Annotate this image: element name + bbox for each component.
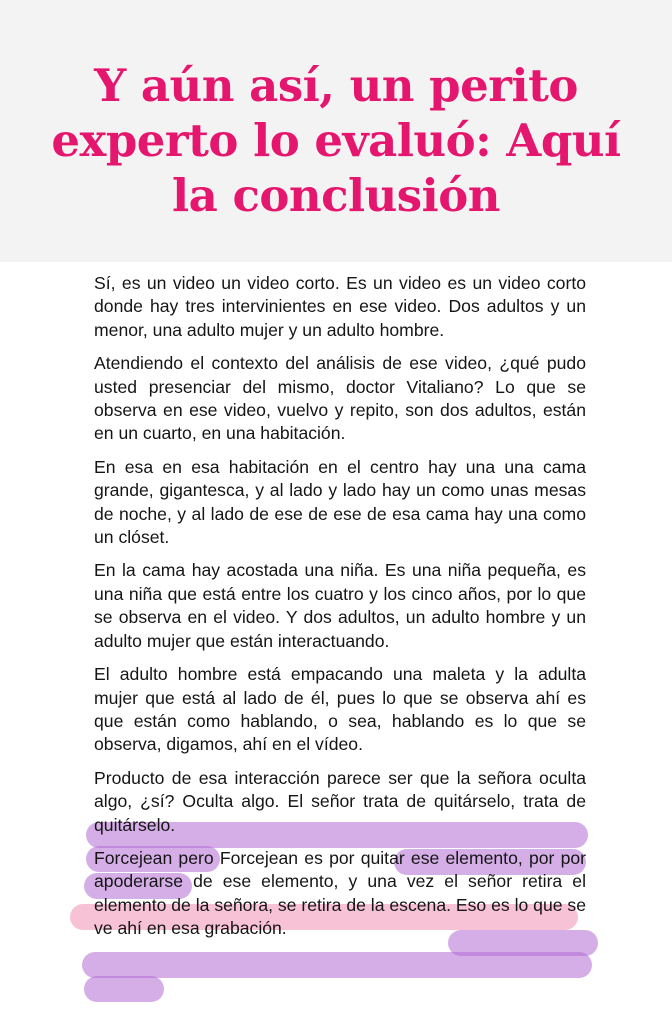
paragraph-text: El adulto hombre está empacando una maleta y la adulta mujer que está al lado de él, pues lo que se observa ahí es que están como hablando, o sea, hablando es lo que se observa, digamos, ahí en el vídeo.: [94, 664, 586, 755]
paragraph-text: En la cama hay acostada una niña. Es una niña pequeña, es una niña que está entre los cuatro y los cinco años, por lo que se observa en el video. Y dos adultos, un adulto hombre y un adulto mujer que están interactuando.: [94, 560, 586, 651]
page-title: Y aún así, un perito experto lo evaluó: Aquí la conclusión: [51, 59, 621, 222]
paragraph-text: Atendiendo el contexto del análisis de ese video, ¿qué pudo usted presenciar del mismo, doctor Vitaliano? Lo que se observa en ese video, vuelvo y repito, son dos adultos, están en un cuarto, en una habitación.: [94, 353, 586, 444]
paragraph-text: Forcejean pero Forcejean es por quitar ese elemento, por por apoderarse de ese elemento, y una vez el señor retira el elemento de la señora, se retira de la escena. Eso es lo que se ve ahí en esa grabación.: [94, 847, 586, 939]
paragraph: [94, 272, 586, 342]
paragraph: [94, 559, 586, 653]
highlight-stroke: [84, 976, 164, 1002]
paragraph-text: Producto de esa interacción parece ser que la señora oculta algo, ¿sí? Oculta algo. El señor trata de quitárselo, trata de quitárselo.: [94, 767, 586, 835]
paragraph: [94, 352, 586, 446]
paragraph-highlighted: [94, 767, 586, 837]
highlight-stroke: [82, 952, 592, 978]
paragraph-text: En esa en esa habitación en el centro hay una una cama grande, gigantesca, y al lado y lado hay un como unas mesas de noche, y al lado de ese de ese de esa cama hay una como un clóset.: [94, 456, 586, 548]
paragraph-highlighted: [94, 847, 586, 941]
document-body: [94, 272, 586, 951]
paragraph: [94, 456, 586, 550]
paragraph-text: Sí, es un video un video corto. Es un video es un video corto donde hay tres intervinientes en ese video. Dos adultos y un menor, una adulto mujer y un adulto hombre.: [94, 273, 586, 340]
paragraph: [94, 663, 586, 757]
